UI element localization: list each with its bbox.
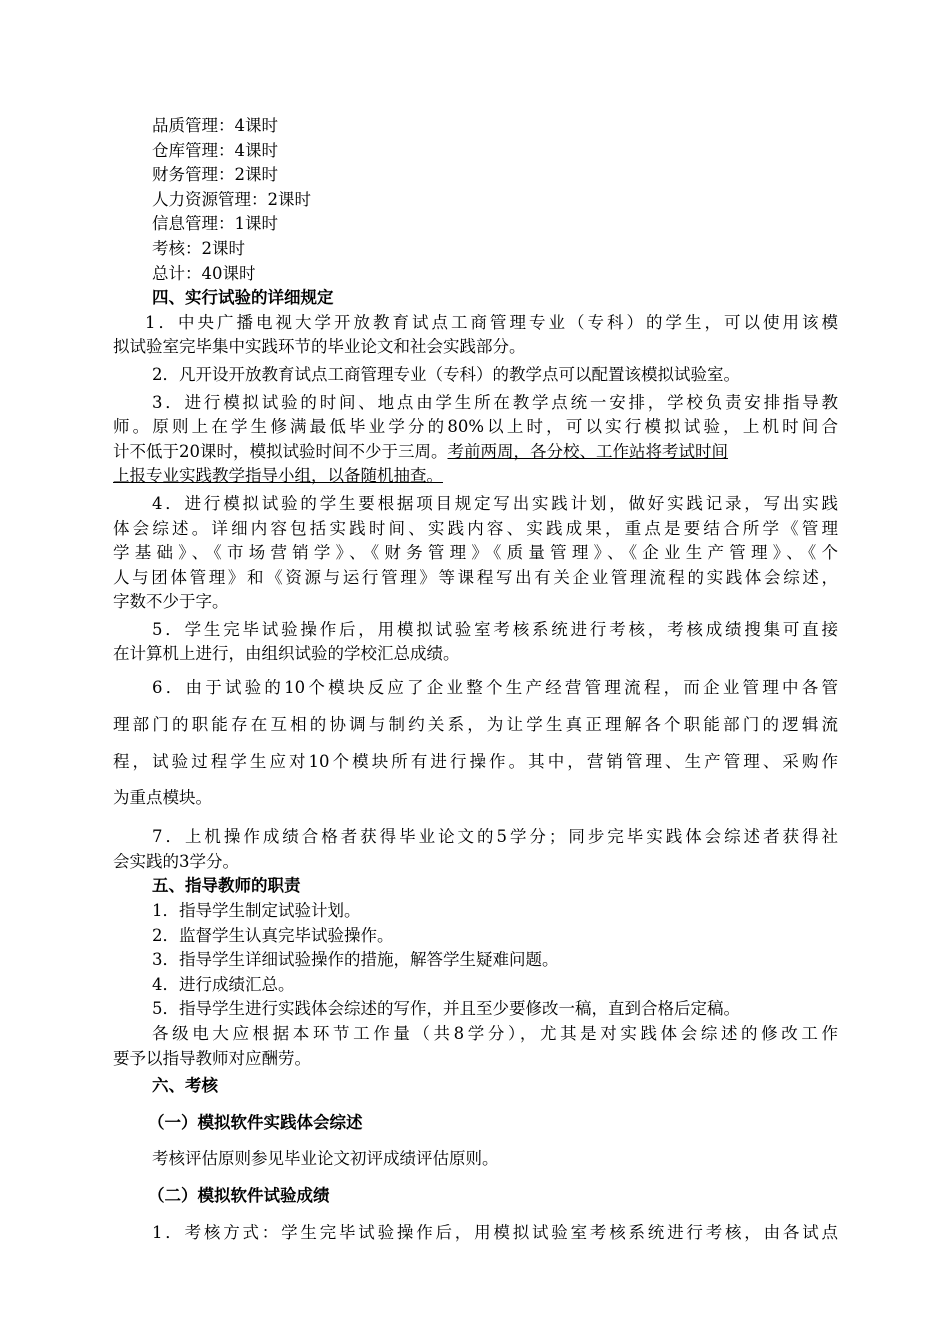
list-item: 5．指导学生进行实践体会综述的写作，并且至少要修改一稿，直到合格后定稿。 (152, 999, 740, 1019)
paragraph-line: 各级电大应根据本环节工作量（共8学分），尤其是对实践体会综述的修改工作 (152, 1024, 838, 1043)
hours-item: 仓库管理：4课时 (152, 140, 278, 160)
section-heading-5: 五、指导教师的职责 (152, 876, 301, 896)
paragraph-line: 4．进行模拟试验的学生要根据项目规定写出实践计划，做好实践记录，写出实践 (152, 493, 838, 513)
section-heading-6: 六、考核 (152, 1076, 218, 1096)
paragraph-line: 7．上机操作成绩合格者获得毕业论文的5学分；同步完毕实践体会综述者获得社 (152, 827, 838, 847)
underlined-text: 上报专业实践教学指导小组，以备随机抽查。 (113, 466, 443, 486)
paragraph-line: 3．进行模拟试验的时间、地点由学生所在教学点统一安排，学校负责安排指导教 (152, 392, 838, 412)
duties-list (113, 899, 838, 1022)
paragraph-line: 在计算机上进行，由组织试验的学校汇总成绩。 (113, 644, 460, 664)
hours-item: 品质管理：4课时 (152, 116, 278, 135)
hours-item: 人力资源管理：2课时 (152, 189, 311, 209)
paragraph-line: 6．由于试验的10个模块反应了企业整个生产经营管理流程，而企业管理中各管 (152, 678, 838, 698)
paragraph-4-1 (113, 311, 838, 360)
section-heading-4: 四、实行试验的详细规定 (152, 288, 334, 308)
list-item: 3．指导学生详细试验操作的措施，解答学生疑难问题。 (152, 950, 559, 970)
list-item: 4．进行成绩汇总。 (152, 974, 295, 994)
subsection-heading-2: （二）模拟软件试验成绩 (148, 1185, 330, 1205)
paragraph-line: 拟试验室完毕集中实践环节的毕业论文和社会实践部分。 (113, 337, 526, 357)
paragraph-4-2: 2．凡开设开放教育试点工商管理专业（专科）的教学点可以配置该模拟试验室。 (152, 364, 740, 384)
list-item: 1．指导学生制定试验计划。 (152, 901, 361, 921)
paragraph-4-7 (113, 825, 838, 874)
hours-list (113, 114, 838, 286)
paragraph-4-6 (113, 670, 838, 817)
document-body (113, 114, 838, 1245)
paragraph-6-1: 考核评估原则参见毕业论文初评成绩评估原则。 (152, 1149, 499, 1169)
paragraph-line: 字数不少于字。 (113, 592, 229, 612)
paragraph-line (113, 440, 838, 465)
paragraph-line: 程，试验过程学生应对10个模块所有进行操作。其中，营销管理、生产管理、采购作 (113, 751, 838, 771)
paragraph-line: 师。原则上在学生修满最低毕业学分的80%以上时，可以实行模拟试验，上机时间合 (113, 417, 838, 437)
paragraph-6-2: 1．考核方式：学生完毕试验操作后，用模拟试验室考核系统进行考核，由各试点 (152, 1222, 838, 1242)
paragraph-line (113, 464, 838, 489)
paragraph-4-5 (113, 618, 838, 667)
underlined-text: 考前两周，各分校、工作站将考试时间 (447, 441, 728, 461)
paragraph-4-3 (113, 391, 838, 489)
subsection-heading-1: （一）模拟软件实践体会综述 (148, 1112, 363, 1132)
paragraph-line: 1．中央广播电视大学开放教育试点工商管理专业（专科）的学生，可以使用该模 (145, 312, 838, 332)
paragraph-line: 理部门的职能存在互相的协调与制约关系，为让学生真正理解各个职能部门的逻辑流 (113, 714, 838, 734)
paragraph-5-note (113, 1022, 838, 1071)
paragraph-4-4 (113, 492, 838, 615)
hours-item: 财务管理：2课时 (152, 165, 278, 185)
paragraph-line: 为重点模块。 (113, 788, 212, 808)
hours-item: 考核：2课时 (152, 238, 245, 258)
paragraph-line: 5．学生完毕试验操作后，用模拟试验室考核系统进行考核，考核成绩搜集可直接 (152, 619, 838, 639)
paragraph-text: 计不低于20课时，模拟试验时间不少于三周。 (113, 441, 448, 461)
hours-item: 信息管理：1课时 (152, 214, 278, 234)
hours-total: 总计：40课时 (152, 263, 256, 283)
paragraph-line: 学基础》、《市场营销学》、《财务管理》《质量管理》、《企业生产管理》、《个 (113, 543, 838, 563)
paragraph-line: 要予以指导教师对应酬劳。 (113, 1048, 311, 1068)
list-item: 2．监督学生认真完毕试验操作。 (152, 925, 394, 945)
paragraph-line: 人与团体管理》和《资源与运行管理》等课程写出有关企业管理流程的实践体会综述， (113, 567, 838, 587)
paragraph-line: 体会综述。详细内容包括实践时间、实践内容、实践成果，重点是要结合所学《管理 (113, 518, 838, 538)
paragraph-line: 会实践的3学分。 (113, 851, 239, 871)
